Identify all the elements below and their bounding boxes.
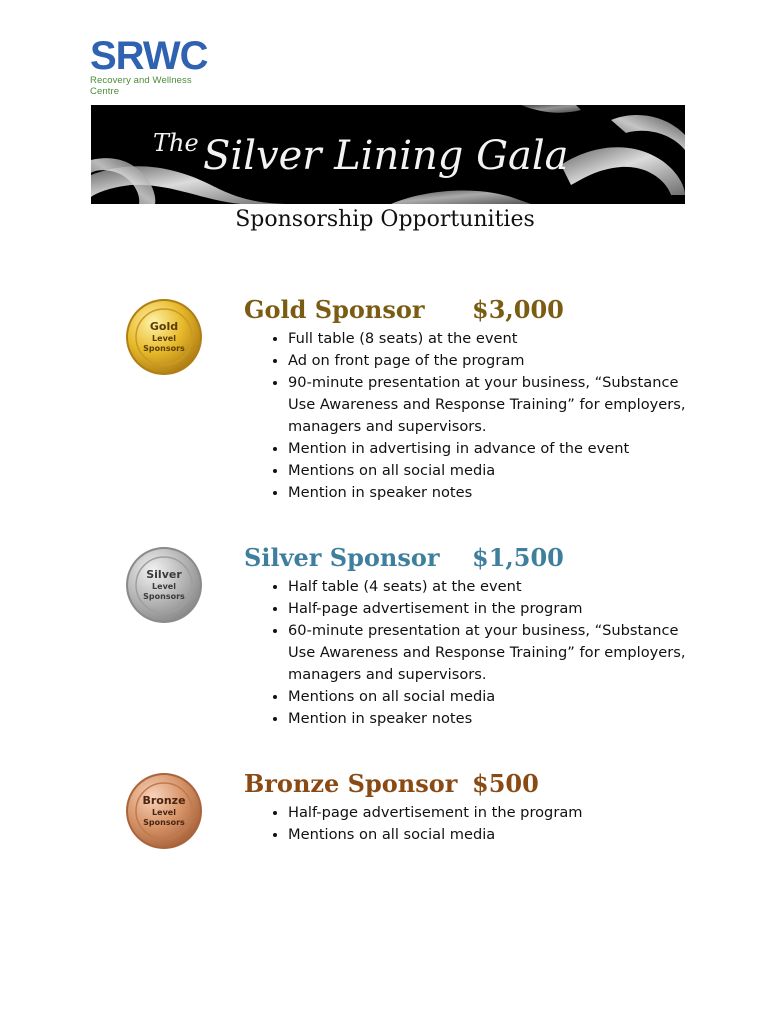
benefit-item: • Mention in speaker notes (288, 482, 698, 504)
svg-text:Silver: Silver (146, 568, 182, 581)
svg-text:Sponsors: Sponsors (143, 818, 185, 827)
srwc-logo (90, 34, 220, 97)
silver-tier-price: $1,500 (472, 543, 564, 572)
bronze-tier-price: $500 (472, 769, 539, 798)
banner-title-main: Silver Lining Gala (203, 133, 569, 179)
benefit-item: • Mention in advertising in advance of the event (288, 438, 698, 460)
benefit-item: • Mentions on all social media (288, 686, 698, 708)
svg-text:Level: Level (152, 334, 176, 343)
gold-benefits-list (268, 328, 698, 504)
silver-medal-icon (125, 546, 203, 624)
benefit-item: • Half-page advertisement in the program (288, 802, 698, 824)
svg-text:Bronze: Bronze (142, 794, 186, 807)
benefit-item: • 90-minute presentation at your business, “Substance Use Awareness and Response Training” for employers, managers and supervisors. (288, 372, 698, 438)
benefit-item: • Mentions on all social media (288, 460, 698, 482)
benefit-item: • 60-minute presentation at your business, “Substance Use Awareness and Response Training” for employers, managers and supervisors. (288, 620, 698, 686)
benefit-item: • Half table (4 seats) at the event (288, 576, 698, 598)
svg-text:Level: Level (152, 808, 176, 817)
logo-subtitle: Recovery and Wellness Centre (90, 75, 192, 97)
silver-benefits-list (268, 576, 698, 730)
svg-text:Gold: Gold (149, 320, 179, 333)
banner-title (91, 105, 685, 204)
benefit-item: • Mentions on all social media (288, 824, 698, 846)
bronze-medal-icon (125, 772, 203, 850)
benefit-item: • Full table (8 seats) at the event (288, 328, 698, 350)
svg-text:Sponsors: Sponsors (143, 592, 185, 601)
benefit-item: • Half-page advertisement in the program (288, 598, 698, 620)
bronze-benefits-list (268, 802, 698, 846)
banner-title-prefix: The (153, 129, 199, 157)
gold-medal-icon (125, 298, 203, 376)
bronze-tier-title: Bronze Sponsor (244, 769, 458, 798)
page-subtitle: Sponsorship Opportunities (235, 207, 535, 232)
benefit-item: • Mention in speaker notes (288, 708, 698, 730)
silver-tier-title: Silver Sponsor (244, 543, 440, 572)
gold-tier-price: $3,000 (472, 295, 564, 324)
gold-tier-title: Gold Sponsor (244, 295, 425, 324)
logo-title: SRWC (90, 34, 208, 78)
svg-text:Level: Level (152, 582, 176, 591)
svg-text:Sponsors: Sponsors (143, 344, 185, 353)
gala-banner (91, 105, 685, 204)
benefit-item: • Ad on front page of the program (288, 350, 698, 372)
